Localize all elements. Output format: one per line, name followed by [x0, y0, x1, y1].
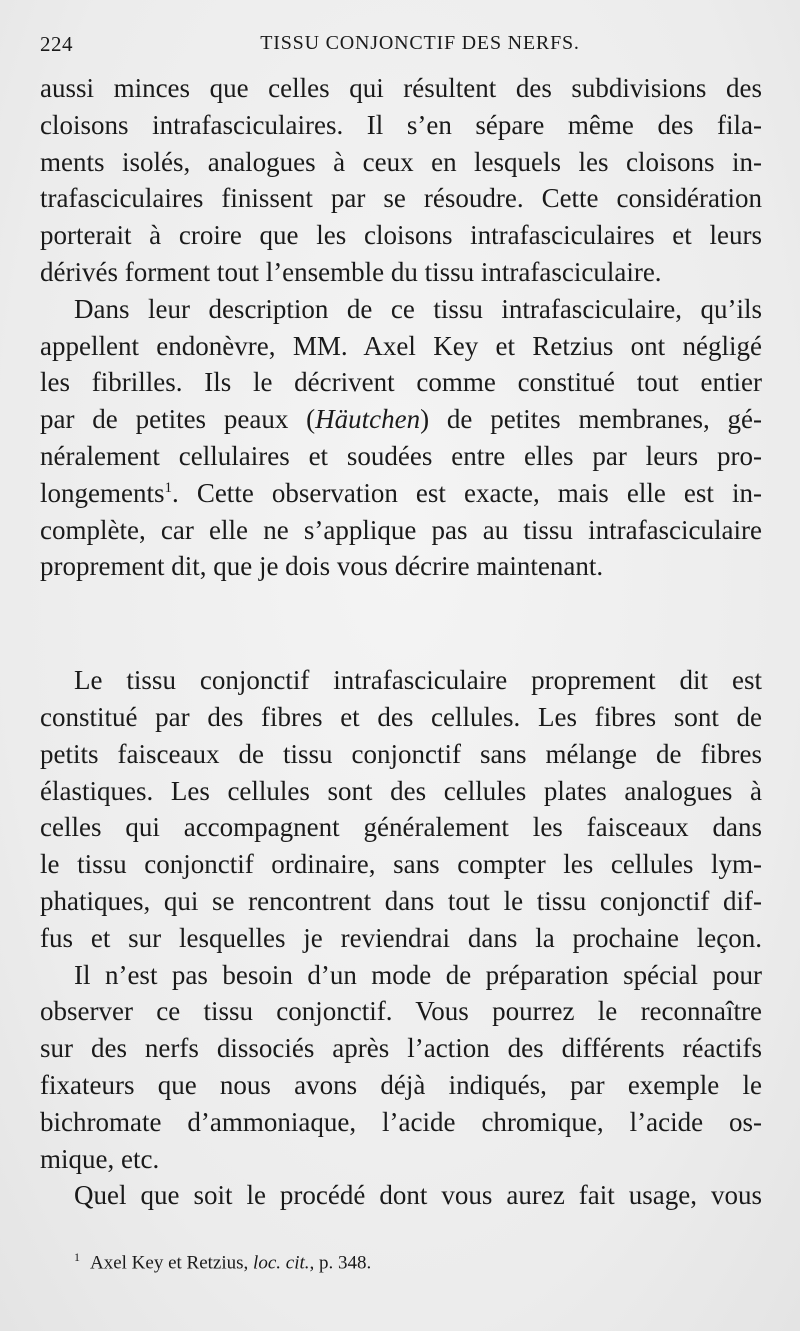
section-gap — [40, 585, 762, 662]
italic-term: Häutchen — [315, 404, 421, 435]
text-line: Le tissu conjonctif intrafasciculaire proprement dit est — [74, 665, 762, 696]
page-header — [40, 32, 760, 60]
footnote — [74, 1250, 371, 1274]
text-line: phatiques, qui se rencontrent dans tout le tissu conjonctif dif- — [40, 885, 762, 916]
footnote-marker[interactable]: 1 — [164, 479, 172, 496]
text-line — [40, 475, 762, 512]
text-segment: ) de petites membranes, gé- — [420, 404, 762, 435]
text-line: le tissu conjonctif ordinaire, sans compter les cellules lym- — [40, 849, 762, 880]
text-line: complète, car elle ne s’applique pas au tissu intrafasciculaire — [40, 514, 762, 545]
text-line: cloisons intrafasciculaires. Il s’en sépare même des fila- — [40, 109, 762, 140]
text-line: Dans leur description de ce tissu intrafasciculaire, qu’ils — [74, 293, 762, 324]
text-segment: par de petites peaux ( — [40, 404, 316, 435]
footnote-authors: Axel Key et Retzius, — [90, 1252, 249, 1274]
text-line: mique, etc. — [40, 1143, 160, 1174]
footnote-number: 1 — [74, 1250, 80, 1264]
text-line — [40, 401, 762, 438]
running-title: TISSU CONJONCTIF DES NERFS. — [260, 32, 580, 54]
text-line: élastiques. Les cellules sont des cellules plates analogues à — [40, 775, 762, 806]
text-line: constitué par des fibres et des cellules. Les fibres sont de — [40, 701, 762, 732]
text-line: ments isolés, analogues à ceux en lesquels les cloisons in- — [40, 146, 762, 177]
text-line: Il n’est pas besoin d’un mode de préparation spécial pour — [74, 959, 762, 990]
text-line: sur des nerfs dissociés après l’action des différents réactifs — [40, 1033, 762, 1064]
text-segment: longements — [40, 477, 165, 508]
text-line: petits faisceaux de tissu conjonctif sans mélange de fibres — [40, 738, 762, 769]
text-line: celles qui accompagnent généralement les faisceaux dans — [40, 812, 762, 843]
text-line: fixateurs que nous avons déjà indiqués, par exemple le — [40, 1069, 762, 1100]
text-segment: . Cette observation est exacte, mais elle est in- — [171, 477, 762, 508]
text-line: néralement cellulaires et soudées entre elles par leurs pro- — [40, 440, 762, 471]
body-text — [40, 70, 762, 1214]
footnote-page: p. 348. — [319, 1252, 372, 1274]
text-line: trafasciculaires finissent par se résoudre. Cette considération — [40, 183, 762, 214]
text-line: Quel que soit le procédé dont vous aurez fait usage, vous — [74, 1180, 762, 1211]
text-line: aussi minces que celles qui résultent des subdivisions des — [40, 73, 762, 103]
text-line: proprement dit, que je dois vous décrire maintenant. — [40, 551, 604, 582]
text-line: bichromate d’ammoniaque, l’acide chromique, l’acide os- — [40, 1106, 762, 1137]
text-line: appellent endonèvre, MM. Axel Key et Retzius ont négligé — [40, 330, 762, 361]
text-line: observer ce tissu conjonctif. Vous pourrez le reconnaître — [40, 996, 762, 1027]
footnote-citation: loc. cit., — [253, 1252, 315, 1274]
page-number: 224 — [40, 32, 73, 56]
text-line: fus et sur lesquelles je reviendrai dans la prochaine leçon. — [40, 922, 762, 953]
text-line: porterait à croire que les cloisons intrafasciculaires et leurs — [40, 220, 762, 251]
text-line: dérivés forment tout l’ensemble du tissu intrafasciculaire. — [40, 256, 662, 287]
text-line: les fibrilles. Ils le décrivent comme constitué tout entier — [40, 367, 762, 398]
